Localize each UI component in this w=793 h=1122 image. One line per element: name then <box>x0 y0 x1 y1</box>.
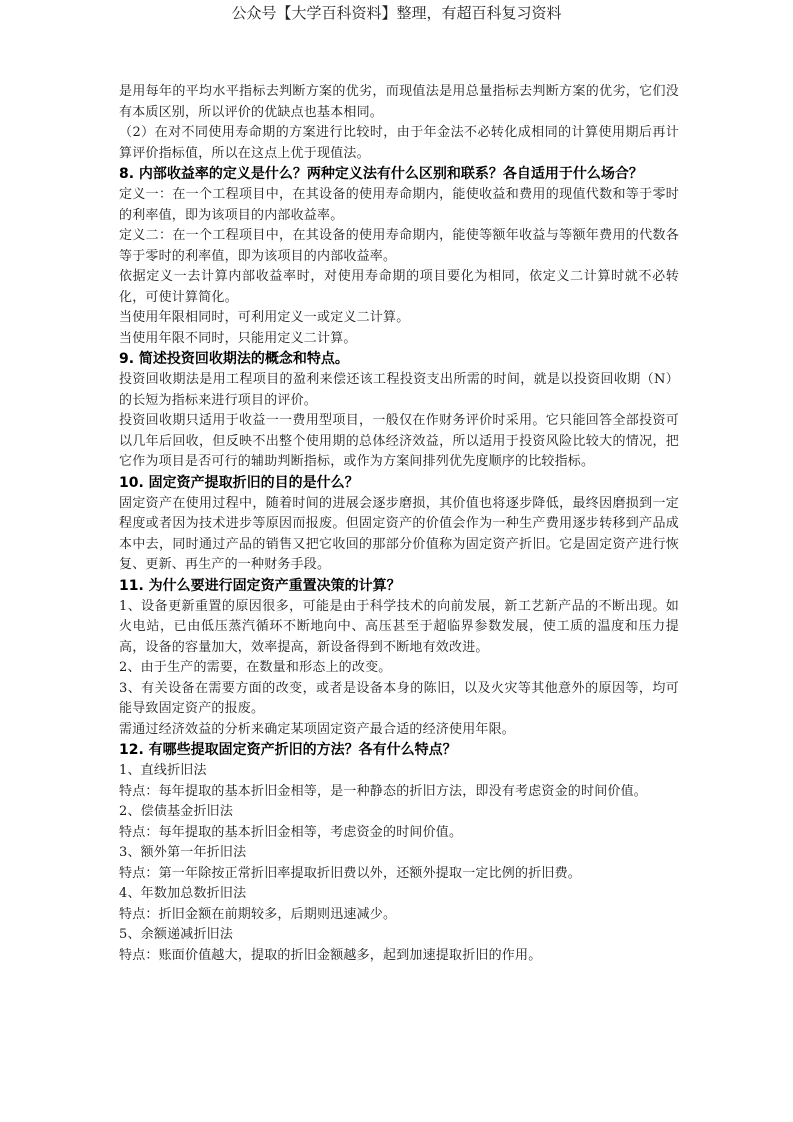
list-item-title: 5、余额递减折旧法 <box>119 927 234 942</box>
list-item-title: 2、偿债基金折旧法 <box>119 804 234 819</box>
paragraph: 当使用年限不同时，只能用定义二计算。 <box>119 330 357 346</box>
question-heading-11: 11. 为什么要进行固定资产重置决策的计算？ <box>119 577 401 594</box>
question-heading-8: 8. 内部收益率的定义是什么？两种定义法有什么区别和联系？各自适用于什么场合？ <box>119 166 643 182</box>
paragraph: 投资回收期只适用于收益一一费用型项目，一般仅在作财务评价时采用。它只能回答全部投资可以几年后回收，但反映不出整个使用期的总体经济效益，所以适用于投资风险比较大的情况，把它作为项目是否可行的辅助判断指标，或作为方案间排列优先度顺序的比较指标。 <box>119 413 679 469</box>
paragraph: 需通过经济效益的分析来确定某项固定资产最合适的经济使用年限。 <box>119 721 516 737</box>
list-item-title: 3、额外第一年折旧法 <box>119 845 247 860</box>
list-item-description: 特点：每年提取的基本折旧金相等，考虑资金的时间价值。 <box>119 824 463 840</box>
list-item-description: 特点：折旧金额在前期较多，后期则迅速减少。 <box>119 906 397 922</box>
paragraph: 3、有关设备在需要方面的改变，或者是设备本身的陈旧，以及火灾等其他意外的原因等，均可能导致固定资产的报废。 <box>119 680 679 716</box>
list-item-description: 特点：每年提取的基本折旧金相等，是一种静态的折旧方法，即没有考虑资金的时间价值。 <box>119 783 648 799</box>
paragraph: 定义二：在一个工程项目中，在其设备的使用寿命期内，能使等额年收益与等额年费用的代数各等于零时的利率值，即为该项目的内部收益率。 <box>119 228 679 264</box>
question-heading-10: 10. 固定资产提取折旧的目的是什么？ <box>119 474 359 491</box>
paragraph: 当使用年限相同时，可利用定义一或定义二计算。 <box>119 310 410 325</box>
paragraph: 依据定义一去计算内部收益率时，对使用寿命期的项目要化为相同，依定义二计算时就不必转化，可使计算简化。 <box>119 269 679 305</box>
paragraph: （2）在对不同使用寿命期的方案进行比较时，由于年金法不必转化成相同的计算使用期后再计算评价指标值，所以在这点上优于现值法。 <box>119 125 679 161</box>
paragraph: 投资回收期法是用工程项目的盈利来偿还该工程投资支出所需的时间，就是以投资回收期（N）的长短为指标来进行项目的评价。 <box>119 372 679 408</box>
question-heading-12: 12. 有哪些提取固定资产折旧的方法？各有什么特点？ <box>119 742 457 758</box>
paragraph: 定义一：在一个工程项目中，在其设备的使用寿命期内，能使收益和费用的现值代数和等于零时的利率值，即为该项目的内部收益率。 <box>119 187 679 223</box>
question-heading-9: 9. 简述投资回收期法的概念和特点。 <box>119 351 349 367</box>
list-item-description: 特点：第一年除按正常折旧率提取折旧费以外，还额外提取一定比例的折旧费。 <box>119 865 582 881</box>
list-item-description: 特点：账面价值越大，提取的折旧金额越多，起到加速提取折旧的作用。 <box>119 947 542 963</box>
page-header: 公众号【大学百科资料】整理，有超百科复习资料 <box>231 4 562 22</box>
list-item-title: 1、直线折旧法 <box>119 763 207 778</box>
paragraph: 1、设备更新重置的原因很多，可能是由于科学技术的向前发展，新工艺新产品的不断出现。如火电站，已由低压蒸汽循环不断地向中、高压甚至于超临界参数发展，使工质的温度和压力提高，设备的容量加大，效率提高，新设备得到不断地有效改进。 <box>119 598 679 655</box>
document-body <box>119 82 679 966</box>
list-item-title: 4、年数加总数折旧法 <box>119 886 247 901</box>
paragraph: 2、由于生产的需要，在数量和形态上的改变。 <box>119 660 392 675</box>
paragraph: 固定资产在使用过程中，随着时间的进展会逐步磨损，其价值也将逐步降低，最终因磨损到一定程度或者因为技术进步等原因而报废。但固定资产的价值会作为一种生产费用逐步转移到产品成本中去，同时通过产品的销售又把它收回的那部分价值称为固定资产折旧。它是固定资产进行恢复、更新、再生产的一种财务手段。 <box>119 495 679 572</box>
paragraph: 是用每年的平均水平指标去判断方案的优劣，而现值法是用总量指标去判断方案的优劣，它们没有本质区别，所以评价的优缺点也基本相同。 <box>119 84 679 120</box>
